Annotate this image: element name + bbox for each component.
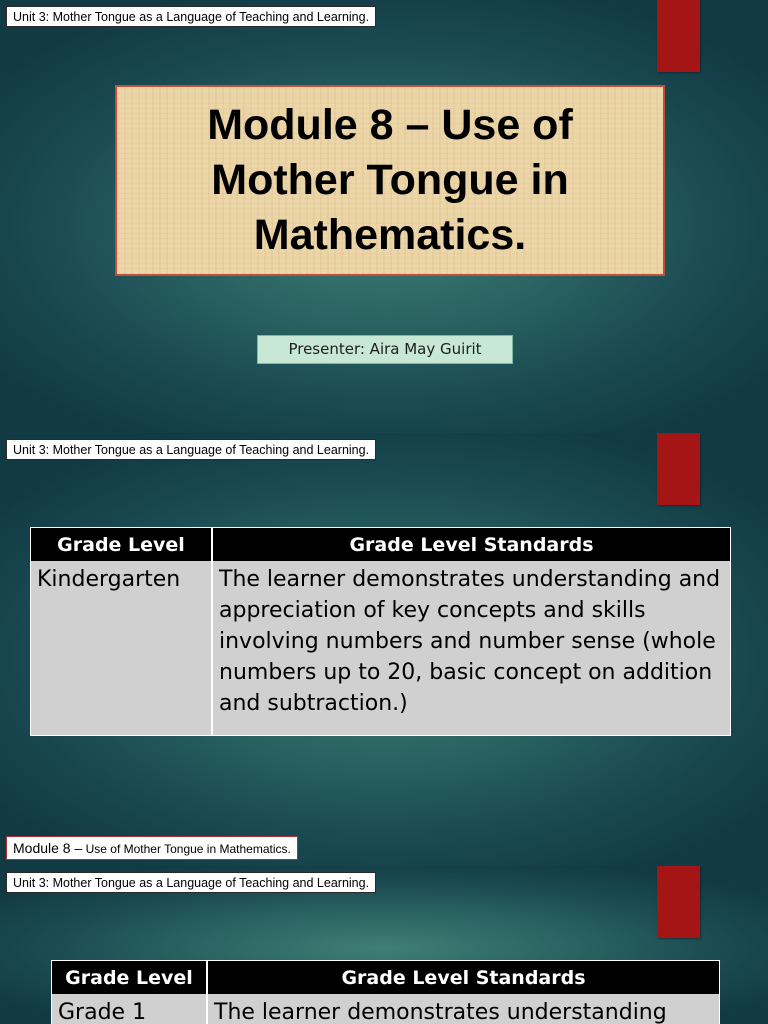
title-line-1: Module 8 – Use of — [207, 101, 573, 149]
header-grade-level-standards: Grade Level Standards — [212, 528, 731, 562]
table-row — [52, 994, 720, 1024]
table-header-row — [31, 528, 731, 562]
title-line-3: Mathematics. — [253, 211, 527, 259]
module-label-sub: Use of Mother Tongue in Mathematics. — [82, 842, 291, 856]
table-row — [31, 561, 731, 736]
header-grade-level: Grade Level — [31, 528, 213, 562]
cell-standard: The learner demonstrates understanding — [214, 1000, 667, 1024]
presenter-label: Presenter: Aira May Guirit — [257, 335, 513, 364]
red-accent-bar — [657, 0, 700, 72]
module-label-main: Module 8 – — [13, 840, 83, 856]
title-line-2: Mother Tongue in — [211, 156, 569, 204]
unit-label: Unit 3: Mother Tongue as a Language of Teaching and Learning. — [6, 872, 376, 893]
header-grade-level: Grade Level — [52, 961, 208, 995]
slide-kindergarten-standards — [0, 433, 768, 866]
table-header-row — [52, 961, 720, 995]
unit-label: Unit 3: Mother Tongue as a Language of Teaching and Learning. — [6, 6, 376, 27]
slide-title-text — [130, 98, 650, 263]
standards-table — [30, 527, 731, 736]
title-box — [115, 85, 665, 276]
module-label — [6, 836, 298, 860]
slide-grade1-standards — [0, 866, 768, 1024]
unit-label: Unit 3: Mother Tongue as a Language of Teaching and Learning. — [6, 439, 376, 460]
cell-grade: Grade 1 — [52, 994, 208, 1024]
red-accent-bar — [657, 433, 700, 505]
red-accent-bar — [657, 866, 700, 938]
standards-table — [51, 960, 720, 1024]
cell-grade: Kindergarten — [31, 561, 213, 736]
slide-title — [0, 0, 768, 433]
header-grade-level-standards: Grade Level Standards — [207, 961, 720, 995]
cell-standard: The learner demonstrates understanding and appreciation of key concepts and skills involving numbers and number sense (whole numbers up to 20, basic concept on addition and subtraction.) — [219, 567, 721, 716]
